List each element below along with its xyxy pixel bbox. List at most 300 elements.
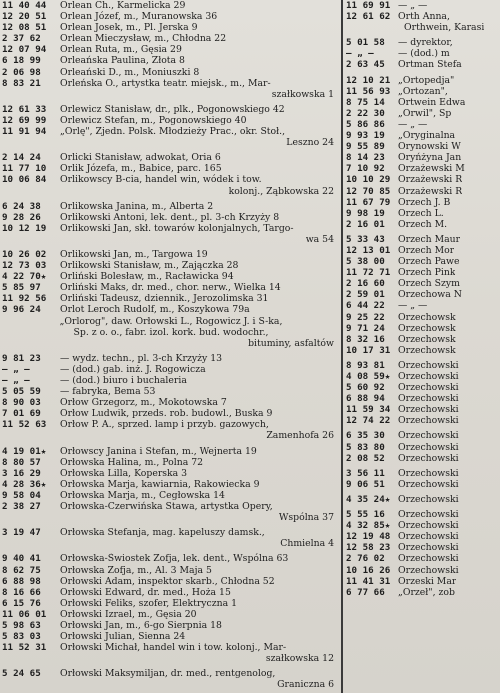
- directory-entry: [346, 245, 500, 256]
- phone-number: 10 16 26: [346, 564, 391, 576]
- entry-text: Orlikowscy B-cia, handel win, wódek i tow.: [60, 174, 262, 186]
- phone-number: 9 93 19: [346, 130, 385, 142]
- directory-entry: [346, 531, 500, 542]
- phone-number: 6 24 38: [2, 200, 41, 212]
- phone-number: 12 07 94: [2, 44, 47, 56]
- phone-number: 12 74 22: [346, 415, 391, 427]
- entry-text: Orzechowski: [398, 509, 459, 521]
- phone-number: 11 91 94: [2, 126, 47, 138]
- entry-text: Orliński Bolesław, m., Racławicka 94: [60, 271, 234, 283]
- phone-number: 3 56 11: [346, 467, 385, 479]
- directory-entry: [346, 323, 500, 334]
- directory-entry: [346, 371, 500, 382]
- phone-number: 8 62 75: [2, 564, 41, 576]
- phone-number: 12 61 33: [2, 103, 47, 115]
- directory-entry: [2, 620, 340, 631]
- directory-entry: [2, 22, 340, 33]
- phone-number: 5 05 59: [2, 386, 41, 398]
- phone-number: 2 14 24: [2, 152, 41, 164]
- entry-text: „Orlorog", daw. Orłowski L., Rogowicz J. i S-ka,: [59, 315, 283, 327]
- phone-number: 12 19 48: [346, 531, 391, 543]
- phone-number: 2 37 62: [2, 33, 41, 45]
- directory-entry: [346, 312, 500, 323]
- directory-entry: [346, 59, 500, 70]
- entry-text: Orzechowski: [398, 359, 459, 371]
- directory-entry: [2, 304, 340, 315]
- entry-text: Orłowska Marja, kawiarnia, Rakowiecka 9: [60, 478, 260, 490]
- phone-number: 2 08 52: [346, 452, 385, 464]
- phone-number: 11 06 01: [2, 608, 47, 620]
- phone-number: 8 16 66: [2, 586, 41, 598]
- phone-number: 9 55 89: [346, 141, 385, 153]
- directory-entry: [2, 364, 340, 375]
- directory-entry: [346, 565, 500, 576]
- directory-entry: [2, 353, 340, 364]
- directory-entry: [2, 338, 340, 349]
- phone-number: — „ —: [2, 363, 30, 375]
- directory-entry: [2, 152, 340, 163]
- entry-text: — (dod.) gab. inż. J. Rogowicza: [60, 363, 206, 375]
- directory-entry: [2, 642, 340, 653]
- phone-number: 11 77 10: [2, 163, 47, 175]
- phone-number: 9 71 24: [346, 322, 385, 334]
- phone-number: 6 18 99: [2, 55, 41, 67]
- entry-text: Orthwein, Karasi: [404, 22, 485, 34]
- directory-entry: [346, 108, 500, 119]
- phone-number: 5 24 65: [2, 668, 41, 680]
- phone-number: 11 40 44: [2, 0, 47, 11]
- phone-number: 4 22 70★: [2, 271, 47, 283]
- entry-text: Oryńżyna Jan: [398, 152, 462, 164]
- phone-number: 2 16 60: [346, 278, 385, 290]
- directory-entry: [346, 520, 500, 531]
- phone-number: 11 67 79: [346, 196, 391, 208]
- directory-entry: [2, 249, 340, 260]
- directory-entry: [346, 289, 500, 300]
- directory-entry: [346, 86, 500, 97]
- phone-number: 10 10 29: [346, 174, 391, 186]
- entry-text: Orzechowsk: [398, 322, 456, 334]
- directory-entry: [346, 404, 500, 415]
- phone-number: 5 60 92: [346, 382, 385, 394]
- entry-text: „Ortozan",: [398, 85, 448, 97]
- entry-text: Orlik Józefa, m., Babice, parc. 165: [60, 163, 222, 175]
- directory-entry: [346, 11, 500, 22]
- directory-entry: [2, 78, 340, 89]
- phone-number: 7 10 92: [346, 163, 385, 175]
- entry-text: Orłowski Michał, handel win i tow. kolonj., Mar-: [60, 642, 287, 654]
- directory-entry: [346, 553, 500, 564]
- right-column: [346, 0, 500, 693]
- entry-text: wa 54: [305, 233, 334, 245]
- entry-text: Orlicki Stanisław, adwokat, Oria 6: [60, 152, 221, 164]
- directory-entry: [2, 271, 340, 282]
- phone-number: 12 20 51: [2, 11, 47, 23]
- entry-text: Orleański D., m., Moniuszki 8: [60, 66, 200, 78]
- entry-text: Orłow P. A., sprzed. lamp i przyb. gazowych,: [60, 419, 269, 431]
- directory-entry: [2, 137, 340, 148]
- directory-entry: [346, 278, 500, 289]
- phone-number: 2 63 45: [346, 59, 385, 71]
- entry-text: Ortman Stefa: [398, 59, 462, 71]
- entry-text: Orlean Ch., Karmelicka 29: [60, 0, 186, 11]
- phone-number: 12 58 23: [346, 542, 391, 554]
- directory-entry: [346, 174, 500, 185]
- phone-number: 9 06 51: [346, 478, 385, 490]
- entry-text: Orzechowski: [398, 452, 459, 464]
- phone-number: 5 85 97: [2, 282, 41, 294]
- entry-text: Orłowscy Janina i Stefan, m., Wejnerta 19: [60, 445, 257, 457]
- phone-number: 8 83 21: [2, 77, 41, 89]
- directory-entry: [2, 44, 340, 55]
- directory-entry: [346, 197, 500, 208]
- directory-entry: [346, 256, 500, 267]
- entry-text: Orliński Tadeusz, dziennik., Jerozolimska 31: [60, 293, 269, 305]
- phone-number: 8 93 81: [346, 359, 385, 371]
- phone-number: 5 33 43: [346, 233, 385, 245]
- phone-number: 6 15 76: [2, 597, 41, 609]
- directory-entry: [346, 48, 500, 59]
- directory-entry: [346, 75, 500, 86]
- phone-number: 9 58 04: [2, 489, 41, 501]
- phone-number: 6 88 94: [346, 393, 385, 405]
- directory-entry: [2, 457, 340, 468]
- directory-entry: [346, 542, 500, 553]
- directory-entry: [2, 446, 340, 457]
- entry-text: Sp. z o. o., fabr. izol. kork. bud. wodochr.,: [73, 326, 269, 338]
- entry-text: Orzech J. B: [398, 196, 451, 208]
- entry-text: — dyrektor,: [398, 37, 453, 49]
- entry-text: Orzech L.: [398, 207, 444, 219]
- entry-text: Orzech Szym: [398, 278, 460, 290]
- entry-text: — (dod.) m: [398, 48, 450, 60]
- phone-number: 4 08 59★: [346, 371, 391, 382]
- entry-text: Orlot Leroch Rudolf, m., Koszykowa 79a: [60, 304, 250, 316]
- entry-text: Orłowska Lilla, Koperska 3: [60, 467, 188, 479]
- directory-entry: [2, 316, 340, 327]
- phone-number: — „ —: [2, 375, 30, 386]
- phone-number: 11 52 63: [2, 419, 47, 431]
- directory-entry: [346, 186, 500, 197]
- entry-text: Orzażewski M: [398, 163, 465, 175]
- phone-number: 5 98 63: [2, 619, 41, 631]
- directory-entry: [346, 382, 500, 393]
- entry-text: — „ —: [398, 300, 428, 312]
- entry-text: Orłowska Stefanja, mag. kapeluszy damsk.,: [60, 527, 265, 539]
- phone-number: 9 81 23: [2, 352, 41, 364]
- directory-entry: [2, 653, 340, 664]
- phone-number: 6 44 22: [346, 300, 385, 312]
- entry-text: Graniczna 6: [277, 679, 334, 691]
- entry-text: — (dod.) biuro i buchaleria: [60, 375, 187, 386]
- directory-entry: [2, 186, 340, 197]
- entry-text: — fabryka, Bema 53: [60, 386, 156, 398]
- phone-number: 8 14 23: [346, 152, 385, 164]
- entry-text: Zamenhofa 26: [266, 430, 334, 442]
- entry-text: Orzechowski: [398, 393, 459, 405]
- directory-entry: [2, 33, 340, 44]
- entry-text: Orzechowski: [398, 531, 459, 543]
- entry-text: kolonj., Ząbkowska 22: [228, 185, 334, 197]
- entry-text: Orzech Pink: [398, 267, 456, 279]
- phone-number: 9 96 24: [2, 304, 41, 316]
- directory-entry: [2, 174, 340, 185]
- phone-number: 11 41 31: [346, 575, 391, 587]
- directory-entry: [2, 260, 340, 271]
- directory-entry: [2, 397, 340, 408]
- directory-entry: [2, 375, 340, 386]
- directory-entry: [2, 598, 340, 609]
- directory-entry: [2, 501, 340, 512]
- directory-entry: [2, 234, 340, 245]
- phone-number: 3 16 29: [2, 467, 41, 479]
- directory-entry: [346, 163, 500, 174]
- phone-number: 10 12 19: [2, 222, 47, 234]
- directory-entry: [346, 442, 500, 453]
- directory-entry: [346, 360, 500, 371]
- directory-entry: [346, 130, 500, 141]
- phone-number: 5 38 00: [346, 256, 385, 268]
- directory-entry: [346, 152, 500, 163]
- phone-number: 5 83 03: [2, 631, 41, 643]
- directory-entry: [346, 234, 500, 245]
- directory-entry: [2, 490, 340, 501]
- directory-entry: [2, 538, 340, 549]
- entry-text: — wydz. techn., pl. 3-ch Krzyży 13: [60, 352, 223, 364]
- phone-number: 2 06 98: [2, 66, 41, 78]
- directory-entry: [346, 393, 500, 404]
- entry-text: Orłowska Halina, m., Polna 72: [60, 456, 204, 468]
- entry-text: Wspólna 37: [278, 512, 334, 524]
- phone-number: 12 13 01: [346, 244, 391, 256]
- entry-text: Orłowski Edward, dr. med., Hoża 15: [60, 586, 231, 598]
- directory-entry: [2, 565, 340, 576]
- entry-text: Orłowski Maksymiljan, dr. med., rentgenolog,: [60, 668, 276, 680]
- entry-text: Orzechowsk: [398, 333, 456, 345]
- entry-text: Orleńska O., artystka teatr. miejsk., m., Mar-: [60, 77, 271, 89]
- phone-number: 4 32 85★: [346, 520, 391, 532]
- entry-text: Orzażewski R: [398, 174, 463, 186]
- entry-text: Orzechowski: [398, 553, 459, 565]
- phone-number: 2 16 01: [346, 218, 385, 230]
- directory-entry: [346, 479, 500, 490]
- directory-entry: [2, 679, 340, 690]
- directory-entry: [346, 0, 500, 11]
- directory-entry: [346, 494, 500, 505]
- directory-entry: [2, 201, 340, 212]
- phone-number: 2 22 30: [346, 107, 385, 119]
- directory-entry: [2, 282, 340, 293]
- directory-entry: [346, 587, 500, 598]
- entry-text: Orłowski Julian, Sienna 24: [60, 631, 186, 643]
- directory-entry: [2, 419, 340, 430]
- entry-text: Orzechowski: [398, 404, 459, 416]
- entry-text: Orzechowski: [398, 371, 459, 382]
- entry-text: Orłowska-Świostek Zofja, lek. dent., Wspólna 63: [60, 553, 289, 565]
- directory-entry: [2, 212, 340, 223]
- directory-entry: [346, 141, 500, 152]
- entry-text: Orlikowska Janina, m., Alberta 2: [60, 200, 214, 212]
- entry-text: — „ —: [398, 0, 428, 11]
- phone-number: 4 35 24★: [346, 493, 391, 505]
- phone-number: 2 76 02: [346, 553, 385, 565]
- phone-number: 8 90 03: [2, 397, 41, 409]
- directory-entry: [346, 453, 500, 464]
- entry-text: „Orzeł", zob: [398, 586, 455, 598]
- directory-entry: [2, 67, 340, 78]
- entry-text: szałkowska 12: [265, 653, 334, 665]
- entry-text: Chmielna 4: [280, 538, 334, 550]
- entry-text: Orzechowski: [398, 478, 459, 490]
- entry-text: Orlikowski Stanisław, m., Zajączka 28: [60, 260, 239, 272]
- entry-text: Orzażewski R: [398, 185, 463, 197]
- phone-number: 5 01 58: [346, 37, 385, 49]
- phone-number: 9 28 26: [2, 211, 41, 223]
- directory-entry: [2, 11, 340, 22]
- directory-entry: [2, 576, 340, 587]
- phone-number: 9 98 19: [346, 207, 385, 219]
- phone-number: 12 61 62: [346, 11, 391, 23]
- phone-number: 6 77 66: [346, 586, 385, 598]
- entry-text: Orzech M.: [398, 218, 448, 230]
- entry-text: Orzech Maur: [398, 233, 461, 245]
- entry-text: Orłowska Marja, m., Cegłowska 14: [60, 489, 225, 501]
- directory-entry: [2, 115, 340, 126]
- directory-entry: [2, 293, 340, 304]
- directory-entry: [2, 223, 340, 234]
- entry-text: „Oryginalna: [398, 130, 456, 142]
- phone-number: 6 88 98: [2, 575, 41, 587]
- phone-number: 11 92 56: [2, 293, 47, 305]
- entry-text: Orlikowski Jan, m., Targowa 19: [60, 248, 208, 260]
- directory-entry: [2, 386, 340, 397]
- phone-number: 2 38 27: [2, 501, 41, 513]
- phone-number: — „ —: [346, 48, 374, 60]
- entry-text: „Orlę", Zjedn. Polsk. Młodzieży Prac., okr. Stoł.,: [60, 126, 286, 138]
- directory-entry: [2, 587, 340, 598]
- entry-text: Orzechowski: [398, 415, 459, 427]
- entry-text: Orłowska Zofja, m., Al. 3 Maja 5: [60, 564, 212, 576]
- phone-number: 4 19 01★: [2, 445, 47, 457]
- entry-text: Orłowski Jan, m., 6-go Sierpnia 18: [60, 619, 222, 631]
- phone-number: 11 52 31: [2, 642, 47, 654]
- entry-text: Orłowska-Czerwińska Stawa, artystka Opery,: [60, 501, 273, 513]
- phone-number: 8 32 16: [346, 333, 385, 345]
- phone-number: 10 06 84: [2, 174, 47, 186]
- directory-entry: [2, 631, 340, 642]
- phone-number: 9 25 22: [346, 311, 385, 323]
- directory-entry: [2, 527, 340, 538]
- entry-text: Orynowski W: [398, 141, 461, 153]
- phone-number: 3 19 47: [2, 527, 41, 539]
- directory-entry: [346, 509, 500, 520]
- entry-text: bituminy, asfaltów: [248, 337, 334, 349]
- directory-entry: [346, 576, 500, 587]
- directory-entry: [2, 126, 340, 137]
- directory-entry: [2, 327, 340, 338]
- phone-number: 11 59 34: [346, 404, 391, 416]
- directory-entry: [346, 208, 500, 219]
- entry-text: Orłow Ludwik, przeds. rob. budowl., Buska 9: [60, 408, 273, 420]
- directory-entry: [2, 430, 340, 441]
- entry-text: Orłowski Feliks, szofer, Elektryczna 1: [60, 597, 238, 609]
- directory-entry: [2, 408, 340, 419]
- directory-entry: [2, 0, 340, 11]
- phone-number: 12 10 21: [346, 74, 391, 86]
- entry-text: Orlikowski Jan, skł. towarów kolonjalnych, Targo-: [60, 222, 294, 234]
- entry-text: Orzeski Mar: [398, 575, 457, 587]
- entry-text: Orłowski Adam, inspektor skarb., Chłodna 52: [60, 575, 275, 587]
- directory-entry: [346, 37, 500, 48]
- directory-entry: [346, 119, 500, 130]
- phone-number: 2 59 01: [346, 289, 385, 301]
- phone-number: 10 17 31: [346, 344, 391, 356]
- entry-text: Ortwein Edwa: [398, 96, 466, 108]
- entry-text: Orzechowski: [398, 493, 459, 505]
- entry-text: Orzechowski: [398, 441, 459, 453]
- entry-text: — „ —: [398, 118, 428, 130]
- directory-entry: [2, 163, 340, 174]
- phone-number: 9 40 41: [2, 553, 41, 565]
- entry-text: Orzech Pawe: [398, 256, 460, 268]
- directory-entry: [2, 468, 340, 479]
- entry-text: Orlean Josek, m., Pl. Jerska 9: [60, 22, 198, 34]
- entry-text: Orth Anna,: [398, 11, 450, 23]
- entry-text: Orlean Józef, m., Muranowska 36: [60, 11, 218, 23]
- column-divider: [341, 0, 343, 693]
- entry-text: Orliński Maks, dr. med., chor. nerw., Wielka 14: [60, 282, 281, 294]
- phone-number: 8 80 57: [2, 456, 41, 468]
- entry-text: Orzechowski: [398, 430, 459, 442]
- phone-number: 11 56 93: [346, 85, 391, 97]
- entry-text: Orłow Grzegorz, m., Mokotowska 7: [60, 397, 227, 409]
- directory-entry: [346, 22, 500, 33]
- entry-text: „Orwil", Sp: [398, 107, 452, 119]
- entry-text: Orlean Mieczysław, m., Chłodna 22: [60, 33, 227, 45]
- phone-number: 12 69 99: [2, 114, 47, 126]
- directory-entry: [2, 104, 340, 115]
- directory-entry: [346, 430, 500, 441]
- entry-text: Orzechowsk: [398, 344, 456, 356]
- phone-number: 11 69 91: [346, 0, 391, 11]
- directory-entry: [346, 300, 500, 311]
- directory-entry: [2, 512, 340, 523]
- directory-entry: [346, 345, 500, 356]
- directory-entry: [346, 415, 500, 426]
- entry-text: Orzech Mor: [398, 244, 455, 256]
- directory-entry: [2, 609, 340, 620]
- phone-number: 11 72 71: [346, 267, 391, 279]
- entry-text: Orlewicz Stanisław, dr., plk., Pogonowskiego 42: [60, 103, 285, 115]
- phone-number: 5 83 80: [346, 441, 385, 453]
- phone-number: 8 75 14: [346, 96, 385, 108]
- phone-number: 5 55 16: [346, 509, 385, 521]
- directory-entry: [2, 553, 340, 564]
- directory-entry: [2, 668, 340, 679]
- directory-entry: [2, 55, 340, 66]
- phone-number: 6 35 30: [346, 430, 385, 442]
- phone-number: 12 73 03: [2, 260, 47, 272]
- directory-entry: [346, 468, 500, 479]
- phone-number: 5 86 86: [346, 118, 385, 130]
- entry-text: Orleańska Paulina, Złota 8: [60, 55, 185, 67]
- directory-entry: [346, 334, 500, 345]
- entry-text: Orzechowski: [398, 520, 459, 532]
- directory-entry: [2, 89, 340, 100]
- entry-text: Orlewicz Stefan, m., Pogonowskiego 40: [60, 114, 247, 126]
- entry-text: Orlikowski Antoni, lek. dent., pl. 3-ch Krzyży 8: [60, 211, 280, 223]
- directory-entry: [346, 219, 500, 230]
